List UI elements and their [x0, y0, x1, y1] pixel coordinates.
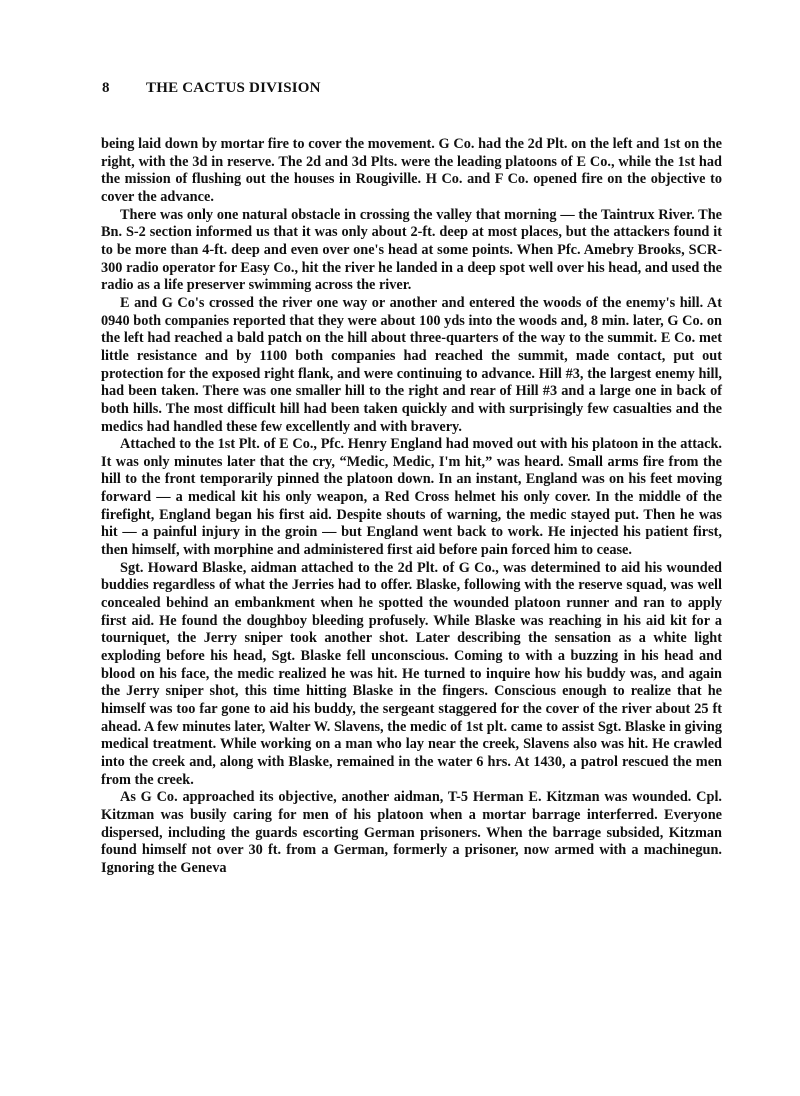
paragraph-kitzman: As G Co. approached its objective, another aidman, T-5 Herman E. Kitzman was wounded. Cpl. Kitzman was busily caring for men of his platoon when a mortar barrage interferred. Everyone dispersed, including the guards escorting German prisoners. When the barrage subsided, Kitzman found himself not over 30 ft. from a German, formerly a prisoner, now armed with a machinegun. Ignoring the Geneva — [101, 789, 722, 876]
paragraph-hill-3: E and G Co's crossed the river one way or another and entered the woods of the enemy's hill. At 0940 both companies reported that they were about 100 yds into the woods and, 8 min. later, G Co. on the left had reached a bald patch on the hill about three-quarters of the way to the summit. E Co. met little resistance and by 1100 both companies had reached the summit, made contact, put out protection for the exposed right flank, and were continuing to advance. Hill #3, the largest enemy hill, had been taken. There was one smaller hill to the right and rear of Hill #3 and a large one in back of both hills. The most difficult hill had been taken quickly and with surprisingly few casualties and the medics had handled these few excellently and with bravery. — [101, 294, 722, 435]
body-text — [101, 136, 722, 878]
paragraph-continuation: being laid down by mortar fire to cover the movement. G Co. had the 2d Plt. on the left and 1st on the right, with the 3d in reserve. The 2d and 3d Plts. were the leading platoons of E Co., while the 1st had the mission of flushing out the houses in Rougiville. H Co. and F Co. opened fire on the objective to cover the advance. — [101, 136, 722, 205]
running-head — [102, 80, 321, 97]
page-number: 8 — [102, 80, 110, 96]
paragraph-taintrux-river: There was only one natural obstacle in crossing the valley that morning — the Taintrux River. The Bn. S-2 section informed us that it was only about 2-ft. deep at most places, but the attackers found it to be more than 4-ft. deep and even over one's head at some points. When Pfc. Amebry Brooks, SCR-300 radio operator for Easy Co., hit the river he landed in a deep spot well over his head, and used the radio as a life preserver swimming across the river. — [101, 206, 722, 294]
book-title: THE CACTUS DIVISION — [146, 80, 321, 96]
paragraph-england: Attached to the 1st Plt. of E Co., Pfc. Henry England had moved out with his platoon in the attack. It was only minutes later that the cry, “Medic, Medic, I'm hit,” was heard. Small arms fire from the hill to the front temporarily pinned the platoon down. In an instant, England was on his feet moving forward — a medical kit his only weapon, a Red Cross helmet his only cover. In the middle of the firefight, England began his first aid. Despite shouts of warning, the medic stayed put. Then he was hit — a painful injury in the groin — but England went back to work. He injected his patient first, then himself, with morphine and administered first aid before pain forced him to cease. — [101, 436, 722, 559]
paragraph-blaske: Sgt. Howard Blaske, aidman attached to the 2d Plt. of G Co., was determined to aid his wounded buddies regardless of what the Jerries had to offer. Blaske, following with the reserve squad, was well concealed behind an embankment when he spotted the wounded platoon runner and ran to apply first aid. He found the doughboy bleeding profusely. While Blaske was reaching in his aid kit for a tourniquet, the Jerry sniper took another shot. Later describing the sensation as a white light exploding before his head, Sgt. Blaske fell unconscious. Coming to with a buzzing in his head and blood on his face, the medic realized he was hit. He turned to inquire how his buddy was, and again the Jerry sniper shot, this time hitting Blaske in the fingers. Conscious enough to realize that he himself was too far gone to aid his buddy, the sergeant staggered for the cover of the river about 25 ft ahead. A few minutes later, Walter W. Slavens, the medic of 1st plt. came to assist Sgt. Blaske in giving medical treatment. While working on a man who lay near the creek, Slavens also was hit. He crawled into the creek and, along with Blaske, remained in the water 6 hrs. At 1430, a patrol rescued the men from the creek. — [101, 559, 722, 788]
